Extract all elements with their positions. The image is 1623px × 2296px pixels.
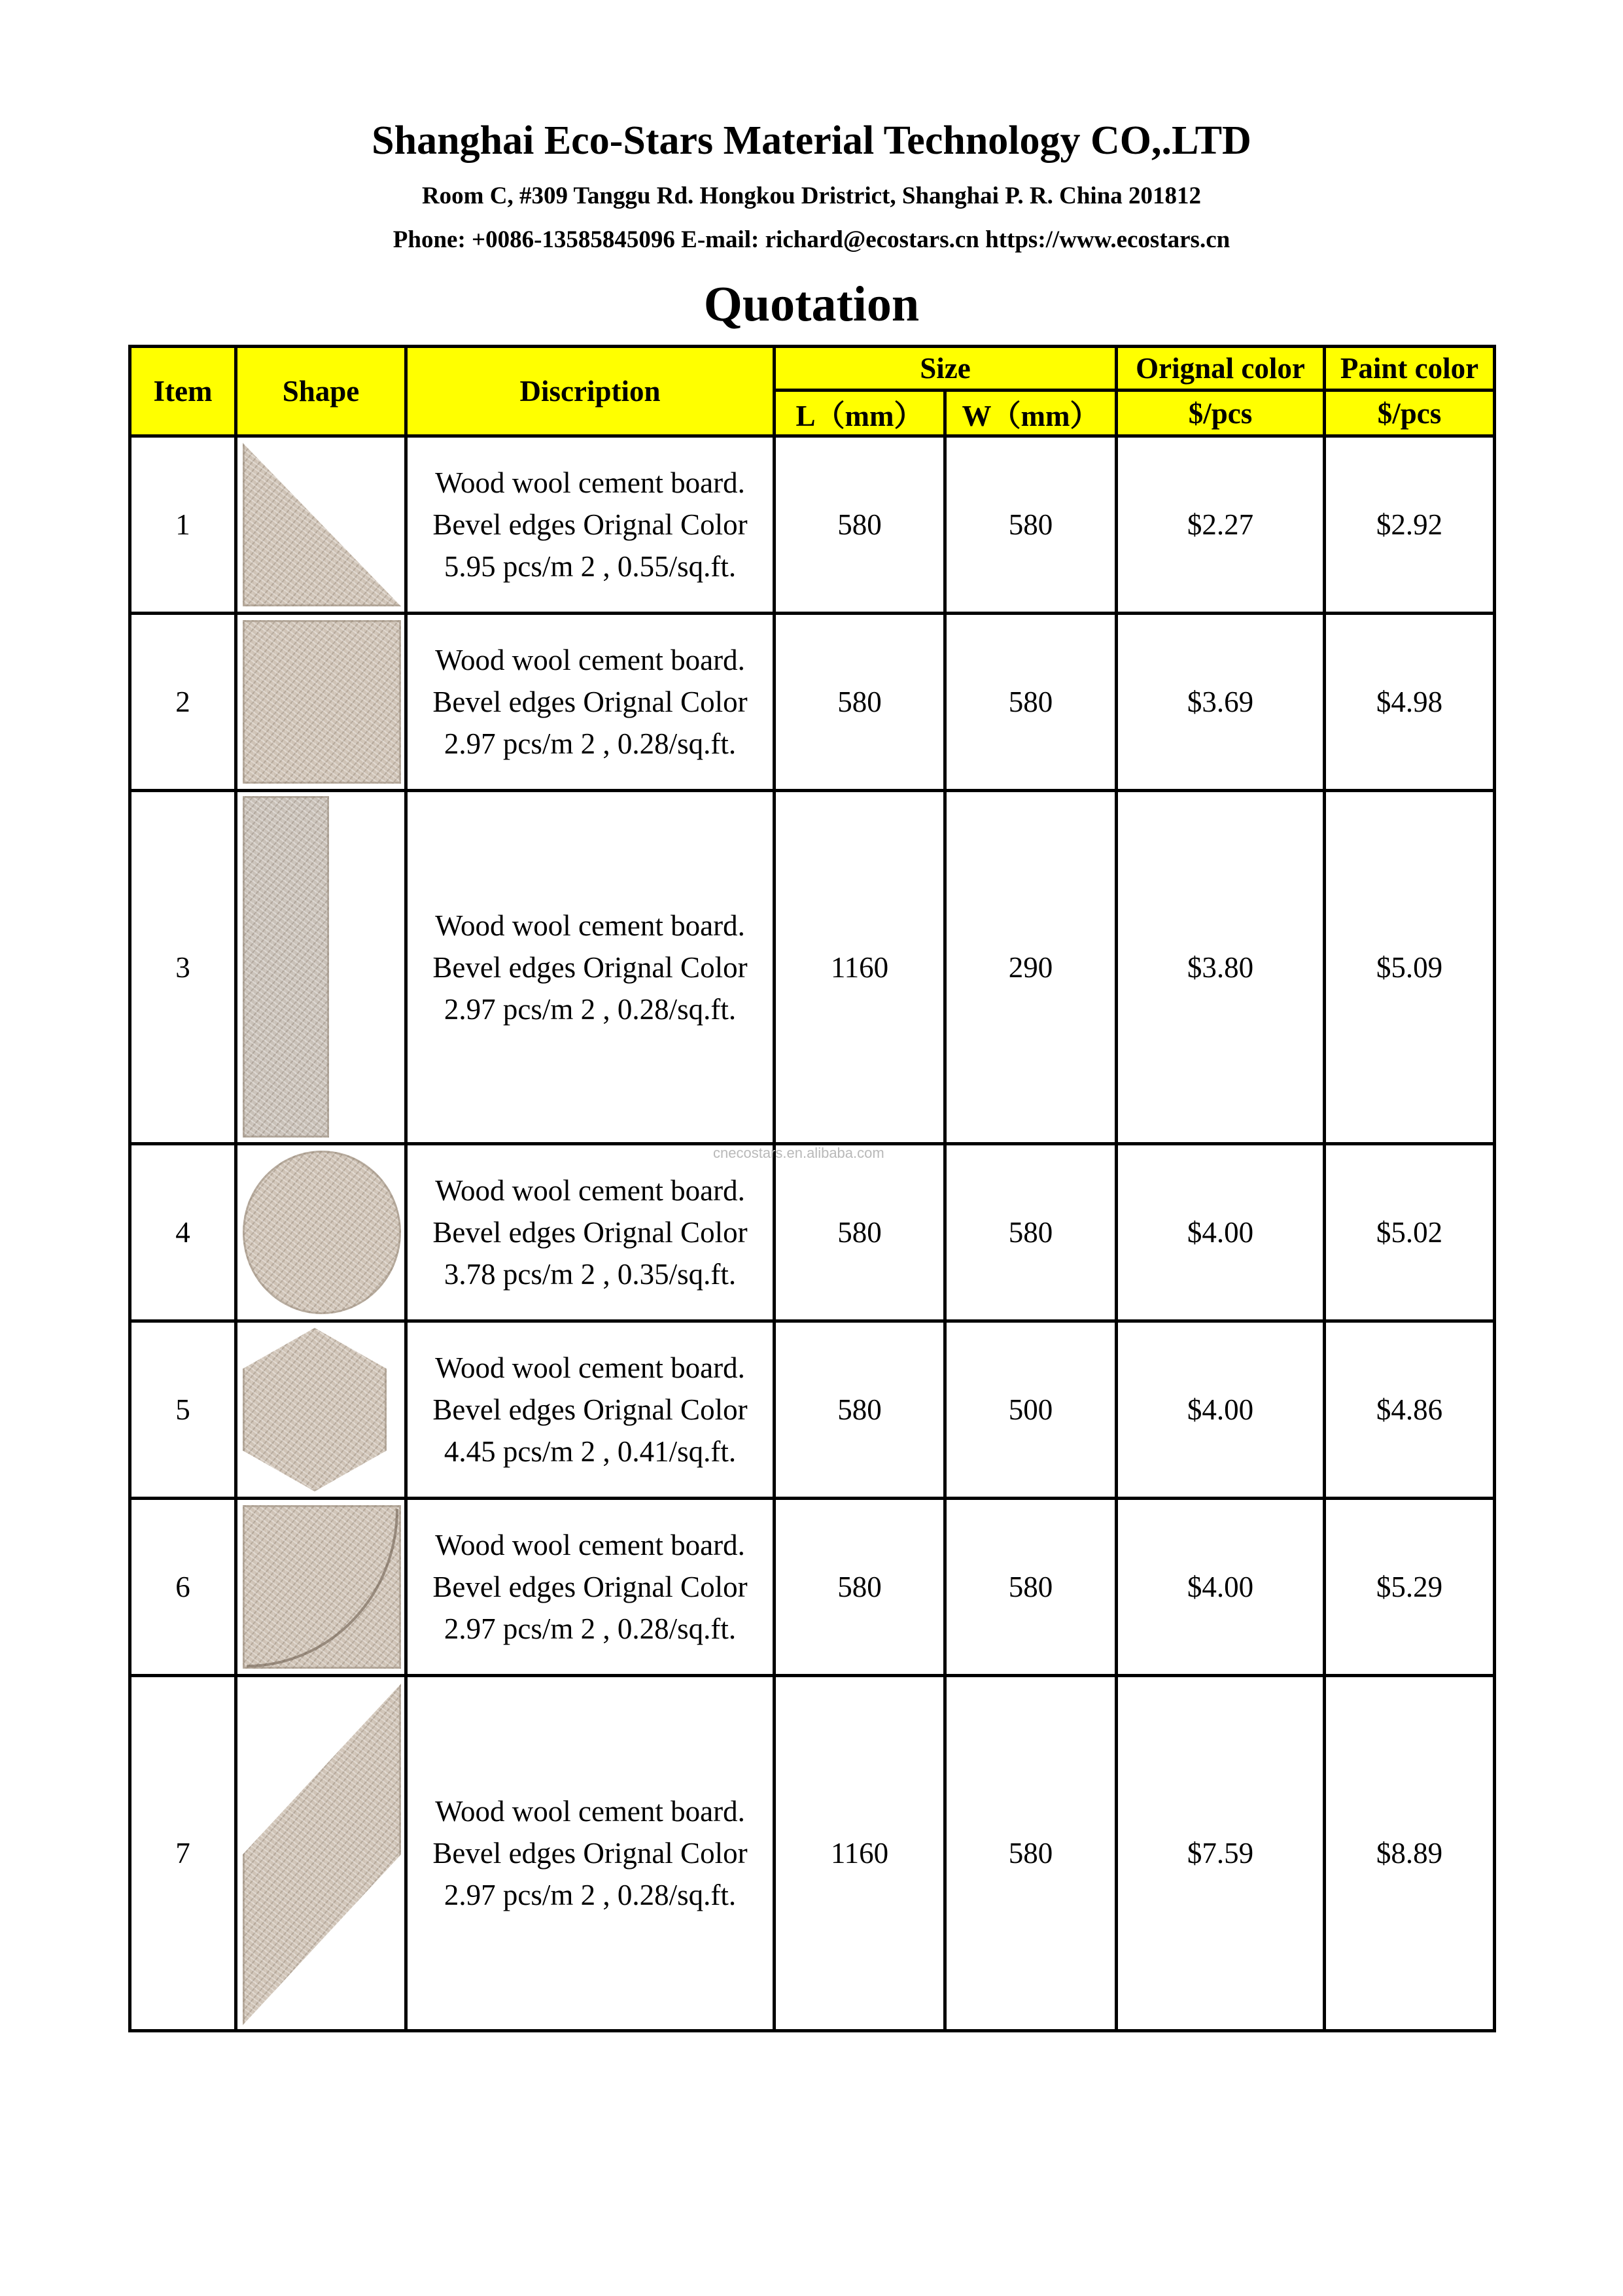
header-length: L（mm）	[775, 391, 945, 436]
table-row	[130, 1321, 1495, 1499]
paint-color-price: $4.98	[1325, 614, 1495, 791]
quotation-table	[128, 345, 1496, 2032]
original-color-price: $3.69	[1117, 614, 1325, 791]
original-color-price: $3.80	[1117, 791, 1325, 1144]
width-mm: 580	[945, 436, 1117, 614]
paint-color-price: $5.09	[1325, 791, 1495, 1144]
item-number: 7	[130, 1676, 236, 2031]
watermark: cnecostars.en.alibaba.com	[713, 1145, 884, 1161]
header-width: W（mm）	[945, 391, 1117, 436]
paint-color-price: $2.92	[1325, 436, 1495, 614]
company-contact: Phone: +0086-13585845096 E-mail: richard@ecostars.cn https://www.ecostars.cn	[393, 226, 1230, 253]
original-color-price: $4.00	[1117, 1144, 1325, 1321]
rectangle-board-icon	[236, 791, 406, 1144]
description: Wood wool cement board. Bevel edges Orignal Color 2.97 pcs/m 2 , 0.28/sq.ft.	[406, 1499, 775, 1676]
table-row	[130, 1676, 1495, 2031]
description: Wood wool cement board. Bevel edges Orignal Color 3.78 pcs/m 2 , 0.35/sq.ft.	[406, 1144, 775, 1321]
table-row	[130, 614, 1495, 791]
item-number: 4	[130, 1144, 236, 1321]
description: Wood wool cement board. Bevel edges Orignal Color 5.95 pcs/m 2 , 0.55/sq.ft.	[406, 436, 775, 614]
company-address: Room C, #309 Tanggu Rd. Hongkou Dristrict, Shanghai P. R. China 201812	[421, 183, 1202, 209]
length-mm: 580	[775, 614, 945, 791]
header-shape: Shape	[236, 347, 406, 436]
item-number: 3	[130, 791, 236, 1144]
width-mm: 580	[945, 614, 1117, 791]
width-mm: 580	[945, 1676, 1117, 2031]
header-unit-paint: $/pcs	[1325, 391, 1495, 436]
quotation-title: Quotation	[703, 277, 920, 332]
original-color-price: $4.00	[1117, 1321, 1325, 1499]
circle-board-icon	[236, 1144, 406, 1321]
item-number: 6	[130, 1499, 236, 1676]
hexagon-board-icon	[236, 1321, 406, 1499]
table-row	[130, 436, 1495, 614]
table-row	[130, 791, 1495, 1144]
paint-color-price: $4.86	[1325, 1321, 1495, 1499]
paint-color-price: $8.89	[1325, 1676, 1495, 2031]
length-mm: 580	[775, 1144, 945, 1321]
header-description: Discription	[406, 347, 775, 436]
item-number: 5	[130, 1321, 236, 1499]
quarter-arc-board-icon	[236, 1499, 406, 1676]
header-paint-color: Paint color	[1325, 347, 1495, 391]
description: Wood wool cement board. Bevel edges Orignal Color 4.45 pcs/m 2 , 0.41/sq.ft.	[406, 1321, 775, 1499]
width-mm: 580	[945, 1144, 1117, 1321]
paint-color-price: $5.02	[1325, 1144, 1495, 1321]
width-mm: 290	[945, 791, 1117, 1144]
header-original-color: Orignal color	[1117, 347, 1325, 391]
description: Wood wool cement board. Bevel edges Orignal Color 2.97 pcs/m 2 , 0.28/sq.ft.	[406, 614, 775, 791]
table-row	[130, 1144, 1495, 1321]
item-number: 1	[130, 436, 236, 614]
length-mm: 580	[775, 1321, 945, 1499]
parallelogram-board-icon	[236, 1676, 406, 2031]
header-item: Item	[130, 347, 236, 436]
original-color-price: $2.27	[1117, 436, 1325, 614]
description: Wood wool cement board. Bevel edges Orignal Color 2.97 pcs/m 2 , 0.28/sq.ft.	[406, 791, 775, 1144]
item-number: 2	[130, 614, 236, 791]
company-name: Shanghai Eco-Stars Material Technology CO,.LTD	[372, 118, 1251, 163]
width-mm: 500	[945, 1321, 1117, 1499]
header-unit-original: $/pcs	[1117, 391, 1325, 436]
length-mm: 1160	[775, 791, 945, 1144]
length-mm: 580	[775, 436, 945, 614]
table-row	[130, 1499, 1495, 1676]
length-mm: 1160	[775, 1676, 945, 2031]
header-size: Size	[775, 347, 1117, 391]
description: Wood wool cement board. Bevel edges Orignal Color 2.97 pcs/m 2 , 0.28/sq.ft.	[406, 1676, 775, 2031]
original-color-price: $4.00	[1117, 1499, 1325, 1676]
width-mm: 580	[945, 1499, 1117, 1676]
square-board-icon	[236, 614, 406, 791]
triangle-board-icon	[236, 436, 406, 614]
length-mm: 580	[775, 1499, 945, 1676]
original-color-price: $7.59	[1117, 1676, 1325, 2031]
paint-color-price: $5.29	[1325, 1499, 1495, 1676]
